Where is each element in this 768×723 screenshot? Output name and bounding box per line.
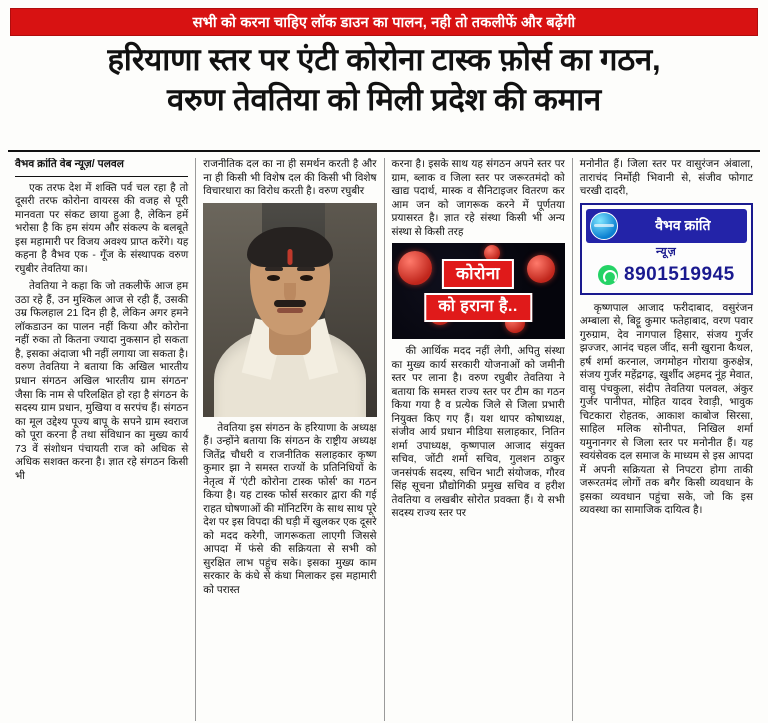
photo-eyebrow-right: [297, 267, 315, 271]
byline: वैभव क्रांति वेब न्यूज़/ पलवल: [15, 158, 124, 170]
photo-eye-right: [300, 275, 313, 281]
top-banner: [10, 8, 758, 36]
ad-phone-number: 8901519945: [624, 263, 735, 285]
top-banner-text: सभी को करना चाहिए लॉक डाउन का पालन, नही तो तकलीफें और बढ़ेंगी: [192, 15, 576, 31]
headline-line-2: वरुण तेवतिया को मिली प्रदेश की कमान: [167, 82, 601, 118]
photo-mouth: [277, 308, 303, 313]
paragraph: एक तरफ देश में शक्ति पर्व चल रहा है तो दूसरी तरफ कोरोना वायरस की वजह से पूरी मानवता पर संकट छाया हुआ है, लेकिन हमें भरोसा है कि हम संयम और संकल्प के बलबूते इस महामारी पर विजय अवश्य प्राप्त करेंगे। यह कहना है वैभव एक - गूँज के संस्थापक वरुण रघुबीर तेवतिया का।: [15, 182, 189, 275]
photo-eyebrow-left: [265, 267, 283, 271]
paragraph: की आर्थिक मदद नहीं लेगी, अपितु संस्था का मुख्य कार्य सरकारी योजनाओं को जमीनी स्तर पर लाना है। वरुण रघुबीर तेवतिया ने बताया कि समस्त राज्य स्तर पर टीम का गठन किया गया है व प्रत्येक जिले से जिला प्रभारी नियुक्त किए गए हैं। यश थापर कोषाध्यक्ष, संजीव आर्य प्रधान मीडिया सलाहकार, नितिन शर्मा उपाध्यक्ष, कृष्णपाल आजाद संयुक्त सचिव, जोंटी शर्मा सचिव, गुलशन ठाकुर जनसंपर्क सदस्य, सचिन भाटी संयोजक, गौरव सिंह सूचना प्रौद्योगिकी प्रमुख सचिव व हरीश तेवतिया व लखबीर सोरोत प्रवक्ता हैं। ये सभी सदस्य राज्य स्तर पर: [391, 346, 565, 520]
whatsapp-icon: [598, 265, 618, 285]
globe-icon: [590, 212, 618, 240]
byline-divider: [15, 176, 188, 177]
ad-phone-row[interactable]: [586, 263, 747, 288]
headline-divider: [8, 150, 760, 152]
paragraph: तेवतिया इस संगठन के हरियाणा के अध्यक्ष हैं। उन्होंने बताया कि संगठन के राष्ट्रीय अध्यक्ष जितेंद्र चौधरी व राजनीतिक सलाहकार कृष्ण कुमार झा ने समस्त राज्यों के प्रतिनिधियों के नेतृत्व में 'एंटी कोरोना टास्क फोर्स' का गठन किया है। यह टास्क फोर्स सरकार द्वारा की गई राहत घोषणाओं की मॉनिटरिंग के साथ साथ पूरे देश पर इस विपदा की घड़ी में खुलकर एक दूसरे को मदद करेगी, जागरूकता लाएगी जिससे आपदा में फंसे की सक्रियता से सभी को सुरक्षित लाभ पहुंच सके। इसका मुख्य काम सरकार के कंधे से कंधा मिलाकर इस महामारी को परास्त: [203, 422, 377, 596]
portrait-photo: [203, 203, 376, 417]
ad-brand-name: वैभव क्रांति: [655, 217, 711, 234]
headline: [8, 40, 760, 121]
advertisement-box[interactable]: [580, 203, 753, 295]
virus-icon: [527, 255, 555, 283]
column-1: [8, 158, 195, 721]
headline-line-1: हरियाणा स्तर पर एंटी कोरोना टास्क फ़ोर्स का गठन,: [107, 42, 661, 77]
column-2: [195, 158, 383, 721]
paragraph: राजनीतिक दल का ना ही समर्थन करती है और ना ही किसी भी विशेष दल की किसी भी विशेष विचारधारा का विरोध करती है। वरुण रघुबीर: [203, 159, 377, 198]
paragraph: करना है। इसके साथ यह संगठन अपने स्तर पर ग्राम, ब्लाक व जिला स्तर पर जरूरतमंदो को खाद्य पदार्थ, मास्क व सैनिटाइजर वितरण कर आम जन को जागरूक करने में पूर्णतया प्रयासरत है। ज्ञात रहे संस्था किसी भी अन्य संस्था से किसी तरह: [391, 159, 565, 238]
corona-label-line-2: को हराना है..: [424, 293, 531, 322]
ad-brand-row: [586, 209, 747, 243]
column-4: [572, 158, 760, 721]
photo-mustache: [274, 300, 306, 307]
photo-tilak: [287, 249, 292, 265]
ad-brand-subtitle: न्यूज़: [655, 245, 677, 258]
paragraph: मनोनीत हैं। जिला स्तर पर वासुरंजन अंबाला, ताराचंद निर्माेही भिवानी से, संजीव फोगाट चरखी दादरी,: [579, 159, 753, 198]
corona-awareness-graphic: [392, 243, 565, 339]
paragraph: कृष्णपाल आजाद फरीदाबाद, वसुरंजन अम्बाला से, बिट्टू कुमार फतेहाबाद, वरण पवार गुरुग्राम, देव नागपाल हिसार, संजय गुर्जर झज्जर, आनंद चहल जींद, सनी खुराना कैथल, हर्ष शर्मा करनाल, जगमोहन गोराया कुरुक्षेत्र, संजय गुर्जर महेंद्रगढ़, खुर्शीद अहमद नूंह मेवात, वासु पंचकुला, संदीप तेवतिया पलवल, अंकुर गुर्जर पानीपत, मोहित यादव रेवाड़ी, भावुक चिटकारा रोहतक, आकाश काबोज सिरसा, साहिल मलिक सोनीपत, निखिल शर्मा यमुनानगर से जिला स्तर पर मनोनीत हैं। यह स्वयंसेवक दल समाज के माध्यम से इस आपदा में अपनी सक्रियता से निपटरा होगा ताकी जरूरतमंद लोगों तक बगैर किसी व्यवधान के इसका व्यवधान पहुंचा सके, जो कि इस व्यवस्था का सामाजिक दायित्व है।: [579, 302, 753, 517]
virus-icon: [398, 251, 432, 285]
column-3: [384, 158, 572, 721]
corona-label-line-1: कोरोना: [442, 259, 514, 289]
paragraph: तेवतिया ने कहा कि जो तकलीफें आज हम उठा रहे हैं, उन मुश्किल आज से रही हैं, उसकी उम्र फिलहाल 21 दिन ही है, लेकिन अगर हमने लॉकडाउन का पालन नहीं किया और कोरोना नहीं रुका तो कितना ज्यादा नुकसान हो सकता है, इसका अंदाजा भी नहीं लगाया जा सकता है। वरुण तेवतिया ने बताया कि अखिल भारतीय प्रधान संगठन अखिल भारतीय ग्राम संगठन' जैसा कि नाम से परिलक्षित हो रहा है संगठन के सदस्य ग्राम प्रधान, मुखिया व सरपंच हैं। संगठन का मूल उद्देश्य पूज्य बापू के सपने ग्राम स्वराज को पूरा करना है तथा संविधान का मुख्य कार्य 73 वें संशोधन पंचायती राज को अधिक से अधिक सशक्त करना है। ज्ञात रहे संगठन किसी भी: [15, 281, 189, 482]
article-columns: [8, 158, 760, 721]
photo-eye-left: [267, 275, 280, 281]
